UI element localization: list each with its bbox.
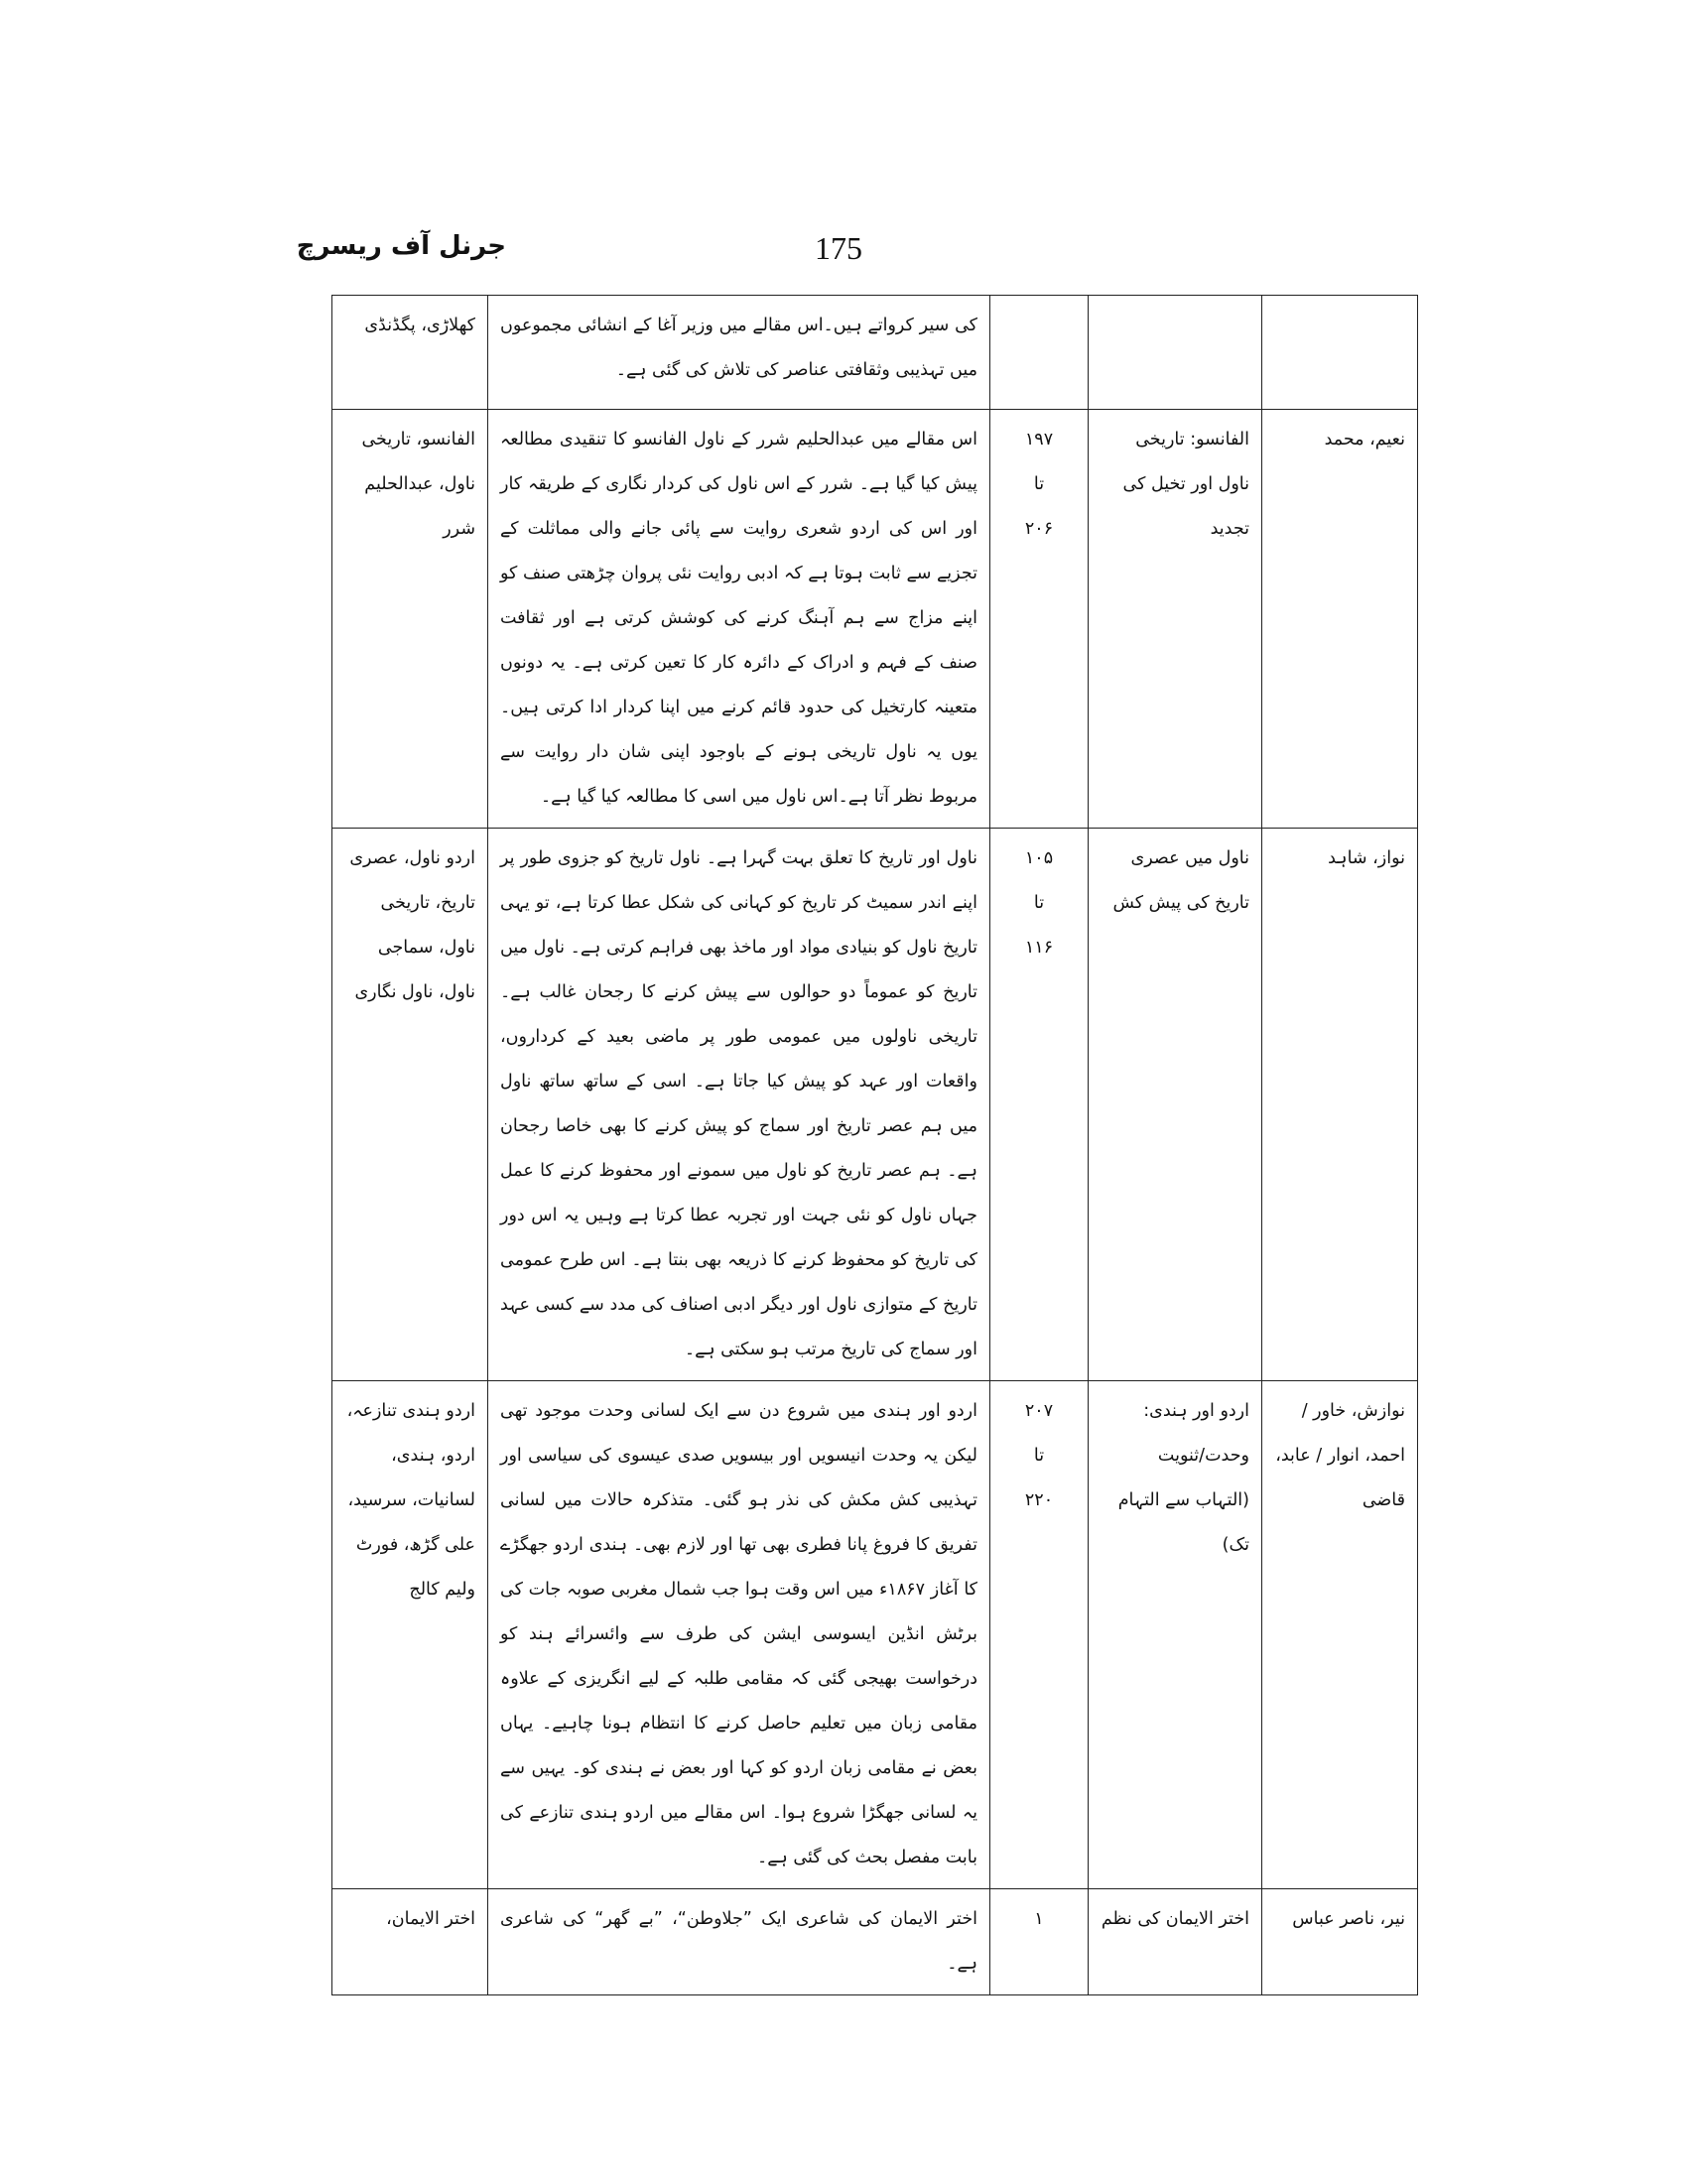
abstract-cell: ناول اور تاریخ کا تعلق بہت گہرا ہے۔ ناول تاریخ کو جزوی طور پر اپنے اندر سمیٹ کر تاریخ کو کہانی کی شکل عطا کرتا ہے، تو یہی تاریخ ناول کو بنیادی مواد اور ماخذ بھی فراہم کرتی ہے۔ ناول میں تاریخ کو عموماً دو حوالوں سے پیش کرنے کا رجحان غالب ہے۔ تاریخی ناولوں میں عمومی طور پر ماضی بعید کے کرداروں، واقعات اور عہد کو پیش کیا جاتا ہے۔ اسی کے ساتھ ساتھ ناول میں ہم عصر تاریخ اور سماج کو پیش کرنے کا بھی خاصا رجحان ہے۔ ہم عصر تاریخ کو ناول میں سمونے اور محفوظ کرنے کا عمل جہاں ناول کو نئی جہت اور تجربہ عطا کرتا ہے وہیں یہ اس دور کی تاریخ کو محفوظ کرنے کا ذریعہ بھی بنتا ہے۔ اس طرح عمومی تاریخ کے متوازی ناول اور دیگر ادبی اصناف کی مدد سے کسی عہد اور سماج کی تاریخ مرتب ہو سکتی ہے۔ bbox=[488, 829, 990, 1381]
author-cell: نعیم، محمد bbox=[1262, 410, 1418, 829]
pages-cell bbox=[990, 829, 1089, 1381]
pages-cell bbox=[990, 1381, 1089, 1889]
page-start: ۲۰۷ bbox=[1024, 1401, 1054, 1421]
abstract-cell: اختر الایمان کی شاعری ایک ”جلاوطن“، ”بے گھر“ کی شاعری ہے۔ bbox=[488, 1889, 990, 1995]
author-cell: نیر، ناصر عباس bbox=[1262, 1889, 1418, 1995]
keywords-cell: اردو ناول، عصری تاریخ، تاریخی ناول، سماجی ناول، ناول نگاری bbox=[332, 829, 488, 1381]
table-row bbox=[332, 1381, 1418, 1889]
abstract-cell: اس مقالے میں عبدالحلیم شرر کے ناول الفانسو کا تنقیدی مطالعہ پیش کیا گیا ہے۔ شرر کے اس ناول کی کردار نگاری کے طریقہ کار اور اس کی اردو شعری روایت سے پائی جانے والی مماثلت کے تجزیے سے ثابت ہوتا ہے کہ ادبی روایت نئی پروان چڑھتی صنف کو اپنے مزاج سے ہم آہنگ کرنے کی کوشش کرتی ہے اور ثقافت صنف کے فہم و ادراک کے دائرہ کار کا تعین کرتی ہے۔ یہ دونوں متعینہ کارتخیل کی حدود قائم کرنے میں اپنا کردار ادا کرتی ہیں۔ یوں یہ ناول تاریخی ہونے کے باوجود اپنی شان دار روایت سے مربوط نظر آتا ہے۔اس ناول میں اسی کا مطالعہ کیا گیا ہے۔ bbox=[488, 410, 990, 829]
author-cell: نواز، شاہد bbox=[1262, 829, 1418, 1381]
abstract-cell: اردو اور ہندی میں شروع دن سے ایک لسانی وحدت موجود تھی لیکن یہ وحدت انیسویں اور بیسویں صدی عیسوی کی سیاسی اور تہذیبی کش مکش کی نذر ہو گئی۔ متذکرہ حالات میں لسانی تفریق کا فروغ پانا فطری بھی تھا اور لازم بھی۔ ہندی اردو جھگڑے کا آغاز ۱۸۶۷ء میں اس وقت ہوا جب شمال مغربی صوبہ جات کی برٹش انڈین ایسوسی ایشن کی طرف سے وائسرائے ہند کو درخواست بھیجی گئی کہ مقامی طلبہ کے لیے انگریزی کے علاوہ مقامی زبان میں تعلیم حاصل کرنے کا انتظام ہونا چاہیے۔ یہاں بعض نے مقامی زبان اردو کو کہا اور بعض نے ہندی کو۔ یہیں سے یہ لسانی جھگڑا شروع ہوا۔ اس مقالے میں اردو ہندی تنازعے کی بابت مفصل بحث کی گئی ہے۔ bbox=[488, 1381, 990, 1889]
page-range-separator: تا bbox=[1033, 474, 1045, 494]
title-cell: الفانسو: تاریخی ناول اور تخیل کی تجدید bbox=[1089, 410, 1262, 829]
abstract-cell: کی سیر کرواتے ہیں۔اس مقالے میں وزیر آغا کے انشائی مجموعوں میں تہذیبی وثقافتی عناصر کی تلاش کی گئی ہے۔ bbox=[488, 296, 990, 410]
keywords-cell: اختر الایمان، bbox=[332, 1889, 488, 1995]
title-cell bbox=[1089, 296, 1262, 410]
pages-cell bbox=[990, 410, 1089, 829]
article-index-table bbox=[331, 295, 1418, 1995]
page-end: ۲۰۶ bbox=[1024, 519, 1054, 539]
keywords-cell: الفانسو، تاریخی ناول، عبدالحلیم شرر bbox=[332, 410, 488, 829]
author-cell: نوازش، خاور / احمد، انوار / عابد، قاضی bbox=[1262, 1381, 1418, 1889]
table-row bbox=[332, 1889, 1418, 1995]
pages-cell bbox=[990, 296, 1089, 410]
page-start: ۱۹۷ bbox=[1024, 430, 1054, 450]
table-row bbox=[332, 410, 1418, 829]
keywords-cell: اردو ہندی تنازعہ، اردو، ہندی، لسانیات، سرسید، علی گڑھ، فورٹ ولیم کالج bbox=[332, 1381, 488, 1889]
journal-title: جرنل آف ریسرچ bbox=[296, 231, 506, 261]
page-end: ۲۲۰ bbox=[1024, 1490, 1054, 1510]
title-cell: اختر الایمان کی نظم bbox=[1089, 1889, 1262, 1995]
title-cell: اردو اور ہندی: وحدت/ثنویت (التہاب سے التہام تک) bbox=[1089, 1381, 1262, 1889]
table-row bbox=[332, 829, 1418, 1381]
pages-cell bbox=[990, 1889, 1089, 1995]
title-cell: ناول میں عصری تاریخ کی پیش کش bbox=[1089, 829, 1262, 1381]
page-start: ۱۰۵ bbox=[1024, 848, 1054, 868]
keywords-cell: کھلاڑی، پگڈنڈی bbox=[332, 296, 488, 410]
author-cell bbox=[1262, 296, 1418, 410]
page-number: 175 bbox=[815, 230, 862, 266]
page-start: ۱ bbox=[1034, 1909, 1044, 1929]
page-end: ۱۱۶ bbox=[1024, 938, 1054, 958]
table-row bbox=[332, 296, 1418, 410]
page-range-separator: تا bbox=[1033, 1446, 1045, 1466]
page-range-separator: تا bbox=[1033, 893, 1045, 913]
